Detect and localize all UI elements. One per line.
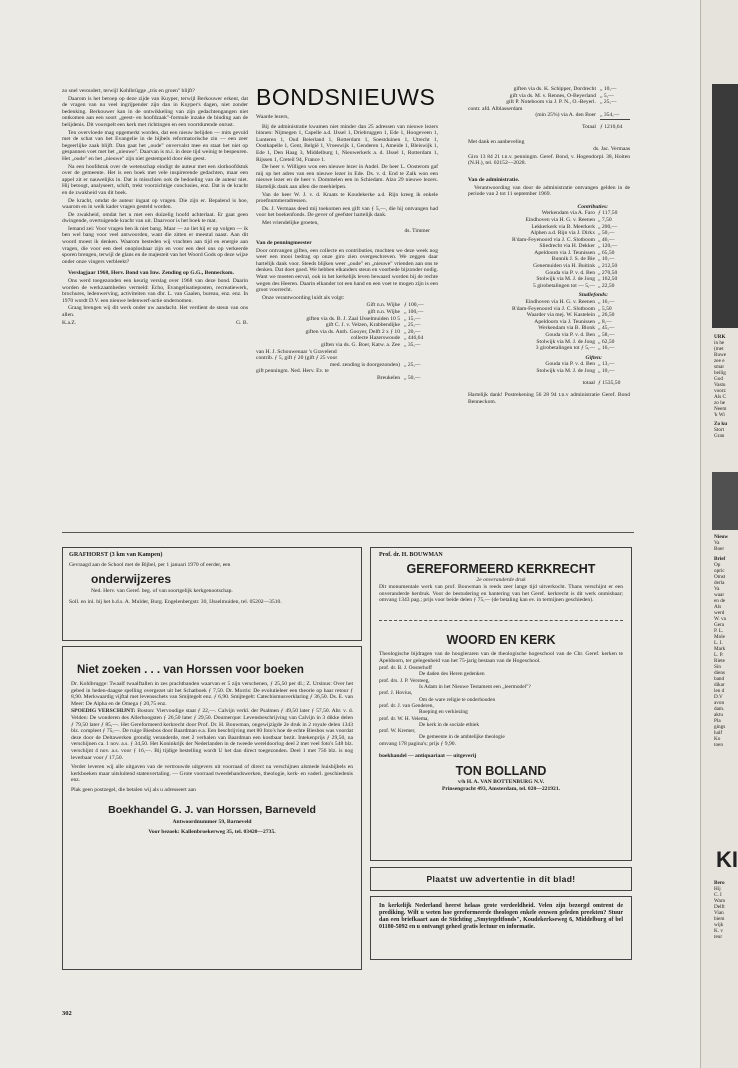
horssen-title: Niet zoeken . . . van Horssen voor boeken (77, 664, 304, 676)
woord-author: prof. W. Kremer, (379, 728, 416, 735)
woord-author: prof. dr. B. J. Oosterhoff (379, 665, 432, 672)
ad-plaatst (370, 867, 632, 891)
horssen-shop: Boekhandel G. J. van Horssen, Barneveld (108, 803, 316, 816)
woord-item-title: Om de ware religie te onderhouden (419, 696, 496, 703)
next-page-text-2: Nieuw Va Boer Brief Op opric Omst derla Va waar en de Als werd W. va Gera P. L. Mole L. I. Mark L. P. Riete Sin diens band dikar len d D.V avon dam. aktu Pla gings half Ko toen (714, 534, 729, 748)
left-paragraph: zo snel veroudert, terwijl Kohlbrügge „tris en groen" blijft? (62, 88, 195, 94)
ledger-row: Werkendam via B. Blonk „ 45,— (538, 325, 615, 332)
bond-paragraph: Van de heer W. J. v. d. Kraats te Koudekerke a.d. Rijn kreeg ik enkele proefnummeradressen. (256, 191, 438, 205)
woord-item-title: De gemeente in de ambtelijke theologie (419, 734, 505, 741)
ledger-row: contr. afd. Alblasserdam (468, 105, 523, 112)
section-divider (62, 532, 634, 533)
bond-paragraph: De heer v. Willigen won een nieuwe lezer in Andel. De heer L. Oosterom gaf mij op het adres van een nieuwe lezer in Ede. Ds. v. d. End te Zalk won een nieuwe lezer en de heer v. Dommelen een in Schiedam. Alzo 29 nieuwe lezers. Hartelijk dank aan allen die meehielpen. (256, 164, 438, 190)
ledger-row: gift C. J. v. Velzen, Krabbendijke „ 25,— (325, 322, 421, 329)
studiefonds-list (468, 299, 630, 352)
plaatst-text: Plaatst uw advertentie in dit blad! (426, 874, 576, 884)
woord-item-title: Is Adam in het Nieuwe Testament een „leermodel"? (419, 684, 531, 691)
closing: Hartelijk dank! Postrekening 56 28 94 t.n.v administratie Geref. Bond Benneckom. (468, 392, 630, 405)
salutation: Waarde lezers, (256, 114, 289, 120)
grafhorst-title: GRAFHORST (3 km van Kampen) (69, 551, 163, 558)
left-paragraph: Ten overvloede mag opgemerkt worden, dat een nieuw belijden — mits gevuld met de schat van het Evangelie in de bijbels reformatorische zin — een zeer begeerlijke zaak blijft. Dan gaat het „oude" onvervalst mee en staat het niet op gespannen voet met het „nieuwe". Daarvan is m.i. in deze tijd weinig te bespeuren. Het „oude" en het „nieuwe" zijn niet gestempeld door één geest. (62, 129, 248, 162)
ledger (256, 302, 438, 381)
penning-text: Door ontvangen giften, een collecte en contributies, mochten we deze week nog weer een mooi bedrag op onze giro zien overgeschreven. We zeggen daar hartelijk dank voor. Steeds blijken weer „oude" en „nieuwe" vrienden aan ons te denken. Dat doet goed. We hebben elkanders steun en voorbede bijzonder nodig. Want we moeten eerval, ook in het kerkelijk leven bewaard worden bij de rechte wegen des Heeren. Daarin elkander tot een hand en een voet te mogen zijn is een groot voorrecht. (256, 247, 438, 294)
ledger-row: (min 25%) via A. den Boer „ 354,— (468, 112, 630, 120)
ledger-row: Werkendam via A. Faro ƒ 117,50 (541, 210, 618, 217)
ledger-row: Gouda via P. v. d. Ben „ 58,— (545, 332, 615, 338)
bouwman-text: Dit monumentale werk van prof. Bouwman is reeds zeer lange tijd uitverkocht. Thans verschijnt er een onveranderde herdruk. Voor de bestudering en hantering van het Geref. kerkrecht is dit werk onmisbaar; omvang 1343 pag.; prijs voor beide delen ƒ 75,— (de betaling kan ev. in termijnen geschieden). (379, 584, 623, 604)
bondsnieuws-column (256, 84, 438, 382)
ledger-row: 5 girobetalingen tot — 5,— „ 22,50 (533, 282, 615, 289)
woord-title: WOORD EN KERK (446, 632, 556, 647)
left-signature (62, 320, 248, 327)
grafhorst-role: onderwijzeres (91, 572, 172, 587)
next-page-dark-band (712, 472, 738, 530)
ledger-row: gift P. Noteboom via J. P. N., O.-Beyerl. „ 25,— (506, 99, 617, 106)
woord-item-title: De daden des Heren gedenken (419, 671, 485, 678)
verslag-heading: Verslagjaar 1968, Herv. Bond van Inw. Zending op G.G., Benneckom. (68, 270, 234, 277)
left-paragraph: Na een hoofdstuk over de wetenschap eindigt de auteur met een slothoofdstuk over de gemeente. Het is een boek met vele inspirerende gedachten, maar een appel zit er nauwelijks in. Dat is misschien ook de bedoeling van de auteur niet. Hij betoogt, analyseert, schift, trekt voorzichtige conclusies, enz. Dat is de kracht en de zwakheid van dit boek. (62, 163, 248, 196)
admin-heading: Van de administratie. (468, 176, 520, 183)
woord-omvang: omvang 178 pagina's; prijs ƒ 9,90. (379, 740, 456, 747)
ad-bouwman (370, 547, 632, 861)
woord-item-title: De kerk in de sociale ethiek (419, 721, 480, 728)
ledger-row: Eindhoven via H. G. v. Reenen „ 16,— (525, 299, 615, 306)
woord-author: prof. dr. W. H. Velema, (379, 715, 429, 722)
horssen-text: Verder leveren wij alle uitgaven van de vertrouwde uitgevers uit voorraad of direct na verschijnen alsmede huisbijbels en kerkboeken maar uitsluitend statenvertaling. — Grote voorraad tweedehandswerken, theologie, kerk- en vaderl. geschiedenis enz. (71, 764, 353, 784)
ledger-row: Gouda via P. v. d. Ben „ 270,50 (545, 269, 618, 276)
contributies-list (468, 210, 630, 289)
ledger-row: giften via ds. K. Schipper, Dordrecht „ 10,— (513, 86, 617, 92)
horssen-visit: Voor bezoek: Kallenbroekerweg 35, tel. 03420—2735. (148, 829, 276, 836)
giro: Giro 13 84 21 t.n.v. penningm. Geref. Bond, v. Hogendorpl. 38, Hoiten (N.H.), tel. 02152—2028. (468, 153, 630, 167)
horssen-text: SPOEDIG VERSCHIJNT: Boston: Viervoudige staat ƒ 22,—. Calvijn verkl. der Psalmen ƒ 49,50 later ƒ 57,50. Abr. v. d. Velden: De wonderen des Allerhoogsten ƒ 26,50 later ƒ 29,50. Doumerque: Levensbeschrijving van Calvijn in 3 dikke delen ƒ 79,50 later ƒ 85,—. Het Gereformeerd kerkrecht door Prof. Dr. H. Bouwman, ongewijzigde 2e druk in 2 royale delen 1343 blz. compleet ƒ 75,—. De ruige Biesbos door Baardman e.a. Een beschrijving met 80 foto's hoe de echte Biesbos was voordat deze door de Deltawerken grondig veranderde, met 2 verhalen van Baardman een kostbaar bezit. Intekenprijs ƒ 29,50, na verschijnen ca. 1 nov. a.s. ƒ 34,50. Het Koninkrijk der Nederlanden in de tweede wereldoorlog deel 2 met veel foto's 548 blz. verschijnt 4 nov. a.s. voor ƒ 16,—. Bij tijdige bestelling wordt U het dan direct toegezonden. Deel 1 met 756 blz. is nog leverbaar voor ƒ 17,50. (71, 708, 354, 761)
ledger-row: 3 girobetalingen tot ƒ 5,— „ 16,— (535, 345, 615, 352)
left-article (62, 88, 248, 326)
right-column (468, 86, 630, 406)
woord-item-title: Roeping en verkiezing (419, 709, 468, 716)
next-page-text-3: Bero Hij C. I Warn Delft Vian biem wijk K. v teur (714, 880, 726, 940)
ledger-row: gift penningm. Ned. Herv. Ev. te (256, 368, 329, 375)
bond-sign: ds. Timmer (404, 227, 430, 234)
penning-heading: Van de penningmeester (256, 240, 312, 247)
ledger-row: med. zending is doorgezonden) „ 25,— (329, 361, 421, 368)
giften-heading: Giften: (585, 354, 602, 361)
woord-items (379, 665, 623, 741)
dashed-divider (379, 620, 623, 621)
ledger-row: Sliedrecht via H. Dekker „ 120,— (539, 243, 618, 250)
sign-right: G. B. (236, 319, 248, 326)
horssen-text: Dr. Kohlbrugge: Twaalf twaalftallen in zes prachtbanden waarvan er 5 zijn verschenen, ƒ 25,50 per dl.; Z. Ursinus: Over het gebed in heden-daagse spelling overgezet uit het Schatboek ƒ 7,50. Dr. Morris: De evolutieleer een theorie op haar retour ƒ 8,90. Merkwaardig vijftal met levensschets van Smijtegelt enz. ƒ 6,90. Smijtegelt: Catechismusverklaring ƒ 36,50. Ds. E. van Meer: De Alpha en de Omega ƒ 20,75 enz. (71, 681, 353, 707)
verslag-text: Ons werd toegezonden een keurig verslag over 1968 van deze bond. Daarin worden de werkzaamheden vermeld: Echo, Evangelisatieposten, recreatiewerk, brochures, ledenwerving, activiteiten van dhr. L. van Gaalen, bureau, enz. enz. In 1970 wordt D.V. een nieuwe ledenwerf-actie ondernomen. (62, 278, 248, 304)
thanks: Met dank en aanbeveling (468, 138, 525, 145)
ledger-row: Genemuiden via H. Buitink „ 212,50 (533, 263, 618, 270)
left-paragraph: De kracht, omdat de auteur ingaat op vragen. Die zijn er. Bepalend is hoe, waarom en in welk kader vragen gesteld worden. (62, 197, 248, 211)
ledger-row: giften via ds. Anth. Gooyer, Delft 2 x ƒ 10 „ 20,— (305, 328, 421, 335)
ledger-row: Eindhoven via H. G. v. Reenen „ 7,50 (525, 216, 612, 223)
admin-text: Verantwoording van door de administratie ontvangen gelden in de periode van 2 tot 11 september 1969. (468, 184, 630, 198)
top-ledger (468, 86, 630, 120)
bond-paragraph: Met vriendelijke groeten, (262, 219, 319, 226)
horssen-text: Plak geen postzegel, die betalen wij als u adresseert aan (71, 786, 196, 793)
ledger-row: gift via ds. M. v. Rennes, O-Beyerland „ 5,— (509, 92, 614, 99)
ledger-row: giften via ds. G. Boer, Katw. a. Zee „ 35,— (321, 342, 421, 348)
ledger-row: gift n.n. Wijhe „ 100,— (367, 309, 424, 316)
woord-intro: Theologische bijdragen van de hoogleraren van de theologische hogeschool van de Chr. Geref. kerken te Apeldoorn, ter gelegenheid van het 75-jarig bestaan van de Hogeschool. (379, 650, 623, 664)
sign-left: K.a.Z. (62, 319, 77, 326)
verslag-text-2: Graag brengen wij dit werk onder uw aandacht. Het verdient de steun van ons allen. (62, 305, 248, 318)
ledger-row: Alphen a.d. Rijn via J. Dirkx „ 50,— (530, 230, 615, 237)
ledger-row: collecte Hazerswoude „ 446,64 (350, 335, 424, 342)
grafhorst-text: Gevraagd aan de School met de Bijbel, per 1 januari 1970 of eerder, een (69, 561, 231, 568)
ledger-row: Stolwijk via M. J. de Jong „ 10,— (536, 367, 615, 374)
ledger-row: contrib. ƒ 5, gift ƒ 20 (gift ƒ 25 voor (256, 355, 338, 362)
bondsnieuws-title: BONDSNIEUWS (256, 84, 436, 110)
ledger-row: R'dam-Feyenoord via J. C. Slotboom „ 5,50 (511, 305, 612, 312)
ledger-row: Bunnik J. S. de Bie „ 10,— (551, 256, 615, 263)
horssen-antwoord: Antwoordnummer 59, Barneveld (172, 818, 252, 825)
ledger-row: R'dam-Feyenoord via J. C. Slotboom „ 46,— (511, 236, 615, 243)
next-page-text: URK in he (met Ruwe zee e smar heilig God Vastu voorz Als C zo he Neem 'k Wi Zo ku Stort Gran (714, 334, 728, 439)
ledger-row: Stolwijk via M. J. de Jong „ 62,50 (536, 338, 615, 345)
contrib-heading: Contributies: (577, 203, 608, 210)
bouwman-edition: 2e onveranderde druk (476, 576, 526, 583)
ledger-row: Apeldoorn via J. Teunissen „ 65,50 (534, 249, 615, 256)
woord-author: prof. dr. J. van Genderen, (379, 702, 434, 709)
penning-text-2: Onze verantwoording luidt als volgt: (262, 294, 345, 301)
woord-author: prof. drs. J. P. Versteeg, (379, 677, 430, 684)
ledger-row: Apeldoorn via J. Teunissen „ 8,— (534, 318, 612, 325)
bond-paragraph: Ds. J. Vermaas deed mij toekomen een gift van ƒ 5,—, die hij ontvangen had voor het boekenfonds. De gever of geefster hartelijk dank. (256, 205, 438, 219)
woord-address: Prinsengracht 493, Amsterdam, tel. 020—221921. (441, 785, 561, 792)
ad-grafhorst (62, 547, 362, 641)
ledger-row: Lekkerkerk via B. Meerkerk „ 200,— (531, 223, 618, 230)
left-paragraph: De zwakheid, omdat het u met een duizelig hoofd achterlaat. Er gaat geen dwingende, overtuigende kracht van uit. Daarvoor is het boek te mat. (62, 211, 248, 225)
ledger-row: Breukelen „ 50,— (377, 374, 421, 381)
woord-trade: boekhandel — antiquariaat — uitgeverij (379, 753, 477, 760)
smytegelt-text: In kerkelijk Nederland heerst helaas grote verdeeldheid. Velen zijn bezorgd omtrent de prediking. Wilt u weten hoe gereformeerde theologen enkele eeuwen geleden preekten? Stuur dan een briefkaart aan de Stichting „Smytegeltfonds", Koudekerkseweg 6, Middelburg of bel 01180-5092 en u ontvangt geheel gratis lectuur en informatie. (379, 903, 623, 930)
bond-paragraph: Bij de administratie kwamen niet minder dan 25 adressen van nieuwe lezers binnen: Nijmegen 1, Capelle a.d. IJssel 1, Driebruggen 1, Ede 1, Hoogeveen 1, Lunteren 1, Oud Beierland 1, Rotterdam 1, Soestduinen 1, Utrecht 1, Oostkapelle 1, Gent, België 1, Vroeswijk 1, Genderen 1, Ameide 1, Bleiswijk 1, Ede 1, Den Haag 3, Middelburg 1, Nieuwerkerk a. d. IJssel 1, Rotterdam 1, Rijssen 1, Creteil 94, France 1. (256, 123, 438, 163)
woord-bolland: TON BOLLAND (455, 763, 547, 778)
grafhorst-details: Ned. Herv. van Geref. beg. of van soortgelijk kerkgenootschap. (91, 588, 233, 595)
grafhorst-contact: Soll. en inl. bij het h.d.s. A. Mulder, Burg. Engelenbergstr. 30, IJsselmuiden, tel. 05202—3510. (69, 598, 282, 605)
totaal-row: Totaal ƒ 1210,64 (582, 123, 623, 130)
giften-list (468, 361, 630, 374)
ad-horssen (62, 646, 362, 970)
studie-heading: Studiefonds: (578, 292, 608, 299)
left-paragraph: Iemand zei: Voor vragen ben ik niet bang. Maar — zo liet hij er op volgen — ik ben wel bang voor veel antwoorden, want die zitten er meestal naast. Aan dit woord moest ik denken. Waarom besteden wij vrachten aan tijd en energie aan vragen, die voor een deel onoplosbaar zijn en voor een deel ons op verkeerde sporen brengen, terwijl de glans en de majesteit van het Woord Gods op deze wijze onder onze vingers verbleekt? (62, 225, 249, 265)
woord-author: prof. J. Hovius, (379, 690, 413, 697)
page-number: 302 (62, 1010, 72, 1017)
ledger-row: Waarder via mej. W. Kastelein „ 26,50 (526, 312, 615, 319)
thanks-sign: ds. Jac. Vermaas (593, 146, 630, 153)
next-page-photo (712, 84, 738, 328)
ledger-row: Gift n.n. Wijhe ƒ 100,— (366, 302, 424, 309)
total-row: totaal ƒ 1535,50 (582, 379, 621, 386)
woord-firm: v/h H. A. VAN BOTTENBURG N.V. (457, 778, 545, 785)
bouwman-title: GEREFORMEERD KERKRECHT (406, 561, 596, 576)
next-page-big-letters: KI (716, 847, 738, 872)
ledger-row: van H. J. Schouwenaar 's Gravelend (256, 348, 337, 355)
left-paragraph: Daarom is het beroep op deze zijde van Kuyper, terwijl Berkouwer erkent, dat de vragen van nu veel ingrijpender zijn dan in Kuyper's dagen, niet zonder bedenking. Berkouwer kan in de ontwikkeling van zijn gedachtengangen niet ontkomen aan een soort „geest- en hoofdzaak"-formule inzake de binding aan de belijdenis. Dit voorspelt een kerk met richtingen en een voortdurende onrust. (62, 95, 248, 128)
bouwman-author: Prof. dr. H. BOUWMAN (379, 552, 443, 558)
ad-smytegelt (370, 896, 632, 960)
ledger-row: Gouda via P. v. d. Ben „ 13,— (545, 361, 615, 368)
ledger-row: Stolwijk via M. J. de Jong „ 162,50 (536, 276, 618, 283)
ledger-row: giften via ds. B. J. Zaal IJsselmuiden 10 5 „ 15,— (306, 315, 421, 322)
